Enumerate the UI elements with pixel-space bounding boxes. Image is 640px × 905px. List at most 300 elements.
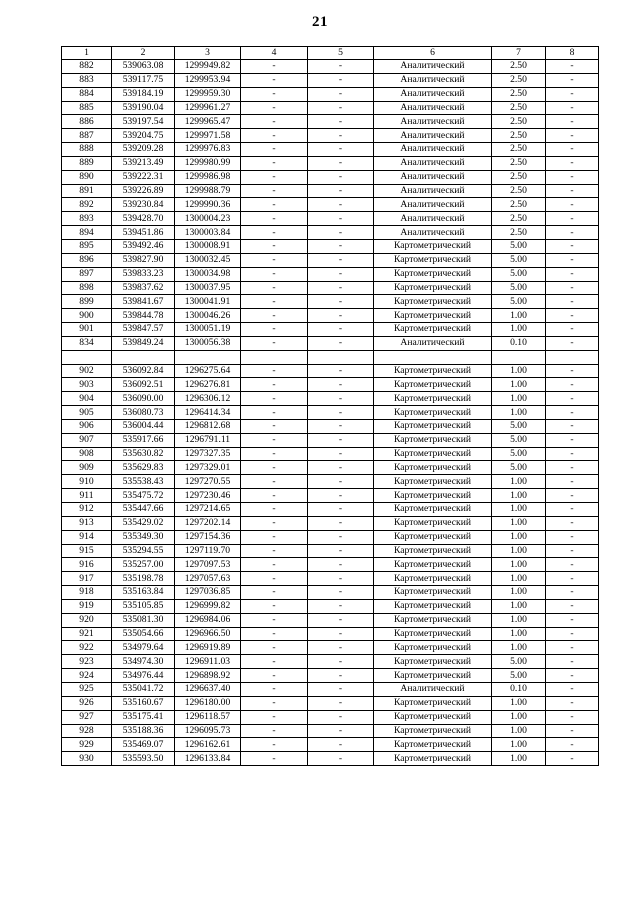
table-row: [62, 198, 599, 212]
col5-cell: -: [308, 323, 374, 337]
col4-cell: -: [241, 710, 308, 724]
table-row: [62, 87, 599, 101]
point-number-cell: 925: [62, 682, 112, 696]
x-coordinate-cell: 536004.44: [112, 419, 175, 433]
point-number-cell: 908: [62, 447, 112, 461]
point-number-cell: 930: [62, 752, 112, 766]
point-number-cell: 898: [62, 281, 112, 295]
col4-cell: -: [241, 599, 308, 613]
x-coordinate-cell: 539841.67: [112, 295, 175, 309]
x-coordinate-cell: 535429.02: [112, 516, 175, 530]
x-coordinate-cell: 536092.84: [112, 364, 175, 378]
y-coordinate-cell: 1299988.79: [175, 184, 241, 198]
col5-cell: -: [308, 558, 374, 572]
method-cell: Картометрический: [374, 281, 492, 295]
col4-cell: -: [241, 641, 308, 655]
point-number-cell: 884: [62, 87, 112, 101]
method-cell: Картометрический: [374, 696, 492, 710]
col4-cell: -: [241, 503, 308, 517]
column-header: 5: [308, 47, 374, 60]
col4-cell: -: [241, 558, 308, 572]
col4-cell: -: [241, 129, 308, 143]
point-number-cell: 900: [62, 309, 112, 323]
accuracy-cell: 2.50: [492, 170, 546, 184]
col8-cell: -: [546, 724, 599, 738]
point-number-cell: 907: [62, 433, 112, 447]
y-coordinate-cell: 1300056.38: [175, 336, 241, 350]
x-coordinate-cell: 535054.66: [112, 627, 175, 641]
col4-cell: -: [241, 572, 308, 586]
col5-cell: -: [308, 461, 374, 475]
col4-cell: -: [241, 212, 308, 226]
y-coordinate-cell: 1299976.83: [175, 143, 241, 157]
y-coordinate-cell: 1300032.45: [175, 253, 241, 267]
x-coordinate-cell: 539230.84: [112, 198, 175, 212]
col5-cell: -: [308, 281, 374, 295]
accuracy-cell: 1.00: [492, 364, 546, 378]
method-cell: Аналитический: [374, 129, 492, 143]
col4-cell: -: [241, 295, 308, 309]
col5-cell: -: [308, 309, 374, 323]
column-header: 6: [374, 47, 492, 60]
col5-cell: -: [308, 115, 374, 129]
x-coordinate-cell: 535041.72: [112, 682, 175, 696]
accuracy-cell: 1.00: [492, 738, 546, 752]
col5-cell: -: [308, 710, 374, 724]
method-cell: Аналитический: [374, 212, 492, 226]
point-number-cell: 918: [62, 586, 112, 600]
method-cell: Аналитический: [374, 101, 492, 115]
coordinates-table: [61, 46, 599, 766]
point-number-cell: 905: [62, 406, 112, 420]
table-row: [62, 323, 599, 337]
y-coordinate-cell: 1296180.00: [175, 696, 241, 710]
col5-cell: -: [308, 392, 374, 406]
method-cell: Картометрический: [374, 475, 492, 489]
accuracy-cell: 1.00: [492, 627, 546, 641]
y-coordinate-cell: 1296898.92: [175, 669, 241, 683]
point-number-cell: 903: [62, 378, 112, 392]
col8-cell: -: [546, 309, 599, 323]
accuracy-cell: 1.00: [492, 752, 546, 766]
col5-cell: -: [308, 87, 374, 101]
table-row: [62, 129, 599, 143]
method-cell: Картометрический: [374, 572, 492, 586]
y-coordinate-cell: 1296791.11: [175, 433, 241, 447]
col4-cell: -: [241, 544, 308, 558]
accuracy-cell: 1.00: [492, 599, 546, 613]
col5-cell: -: [308, 627, 374, 641]
accuracy-cell: 5.00: [492, 239, 546, 253]
col8-cell: [546, 350, 599, 364]
table-row: [62, 475, 599, 489]
col8-cell: -: [546, 489, 599, 503]
y-coordinate-cell: 1300004.23: [175, 212, 241, 226]
col4-cell: -: [241, 156, 308, 170]
y-coordinate-cell: 1296414.34: [175, 406, 241, 420]
col8-cell: -: [546, 572, 599, 586]
method-cell: Аналитический: [374, 60, 492, 74]
x-coordinate-cell: 539204.75: [112, 129, 175, 143]
col8-cell: -: [546, 613, 599, 627]
x-coordinate-cell: 535257.00: [112, 558, 175, 572]
method-cell: Картометрический: [374, 503, 492, 517]
x-coordinate-cell: 539117.75: [112, 73, 175, 87]
y-coordinate-cell: 1296984.06: [175, 613, 241, 627]
col4-cell: -: [241, 253, 308, 267]
point-number-cell: [62, 350, 112, 364]
col8-cell: -: [546, 655, 599, 669]
col4-cell: -: [241, 682, 308, 696]
point-number-cell: 895: [62, 239, 112, 253]
column-header: 3: [175, 47, 241, 60]
col8-cell: -: [546, 641, 599, 655]
table-row: [62, 682, 599, 696]
col8-cell: -: [546, 239, 599, 253]
col5-cell: -: [308, 433, 374, 447]
y-coordinate-cell: 1296162.61: [175, 738, 241, 752]
method-cell: Картометрический: [374, 613, 492, 627]
accuracy-cell: 1.00: [492, 406, 546, 420]
accuracy-cell: 1.00: [492, 489, 546, 503]
x-coordinate-cell: 535538.43: [112, 475, 175, 489]
col4-cell: -: [241, 281, 308, 295]
y-coordinate-cell: [175, 350, 241, 364]
x-coordinate-cell: 535081.30: [112, 613, 175, 627]
accuracy-cell: 1.00: [492, 530, 546, 544]
point-number-cell: 920: [62, 613, 112, 627]
method-cell: Картометрический: [374, 309, 492, 323]
accuracy-cell: 5.00: [492, 419, 546, 433]
point-number-cell: 834: [62, 336, 112, 350]
accuracy-cell: 1.00: [492, 309, 546, 323]
col4-cell: -: [241, 309, 308, 323]
method-cell: [374, 350, 492, 364]
col8-cell: -: [546, 433, 599, 447]
col5-cell: -: [308, 503, 374, 517]
col8-cell: -: [546, 503, 599, 517]
x-coordinate-cell: 539190.04: [112, 101, 175, 115]
x-coordinate-cell: 539827.90: [112, 253, 175, 267]
col4-cell: -: [241, 378, 308, 392]
x-coordinate-cell: 535469.07: [112, 738, 175, 752]
table-row: [62, 461, 599, 475]
accuracy-cell: 5.00: [492, 433, 546, 447]
col8-cell: -: [546, 530, 599, 544]
col5-cell: -: [308, 599, 374, 613]
method-cell: Аналитический: [374, 184, 492, 198]
accuracy-cell: 1.00: [492, 710, 546, 724]
table-row: [62, 586, 599, 600]
x-coordinate-cell: 535160.67: [112, 696, 175, 710]
y-coordinate-cell: 1297097.53: [175, 558, 241, 572]
table-row: [62, 143, 599, 157]
col8-cell: -: [546, 101, 599, 115]
col5-cell: -: [308, 475, 374, 489]
col8-cell: -: [546, 364, 599, 378]
y-coordinate-cell: 1299986.98: [175, 170, 241, 184]
table-row: [62, 350, 599, 364]
method-cell: Картометрический: [374, 738, 492, 752]
col8-cell: -: [546, 447, 599, 461]
accuracy-cell: 2.50: [492, 115, 546, 129]
y-coordinate-cell: 1299965.47: [175, 115, 241, 129]
y-coordinate-cell: 1296306.12: [175, 392, 241, 406]
accuracy-cell: 0.10: [492, 682, 546, 696]
method-cell: Картометрический: [374, 433, 492, 447]
col8-cell: -: [546, 378, 599, 392]
x-coordinate-cell: 539849.24: [112, 336, 175, 350]
col8-cell: -: [546, 752, 599, 766]
y-coordinate-cell: 1299961.27: [175, 101, 241, 115]
method-cell: Картометрический: [374, 530, 492, 544]
accuracy-cell: 5.00: [492, 253, 546, 267]
table-row: [62, 406, 599, 420]
method-cell: Картометрический: [374, 627, 492, 641]
accuracy-cell: 1.00: [492, 641, 546, 655]
point-number-cell: 927: [62, 710, 112, 724]
x-coordinate-cell: 539428.70: [112, 212, 175, 226]
point-number-cell: 912: [62, 503, 112, 517]
col5-cell: -: [308, 198, 374, 212]
col4-cell: -: [241, 655, 308, 669]
point-number-cell: 919: [62, 599, 112, 613]
col4-cell: -: [241, 336, 308, 350]
y-coordinate-cell: 1300037.95: [175, 281, 241, 295]
y-coordinate-cell: 1299971.58: [175, 129, 241, 143]
y-coordinate-cell: 1296812.68: [175, 419, 241, 433]
table-header-row: [62, 47, 599, 60]
y-coordinate-cell: 1297214.65: [175, 503, 241, 517]
col8-cell: -: [546, 184, 599, 198]
col5-cell: -: [308, 336, 374, 350]
col8-cell: -: [546, 682, 599, 696]
col8-cell: -: [546, 87, 599, 101]
col5-cell: -: [308, 101, 374, 115]
col5-cell: -: [308, 682, 374, 696]
method-cell: Картометрический: [374, 295, 492, 309]
table-row: [62, 60, 599, 74]
method-cell: Картометрический: [374, 267, 492, 281]
method-cell: Картометрический: [374, 544, 492, 558]
accuracy-cell: 1.00: [492, 392, 546, 406]
x-coordinate-cell: 539844.78: [112, 309, 175, 323]
col5-cell: -: [308, 655, 374, 669]
col5-cell: -: [308, 364, 374, 378]
method-cell: Аналитический: [374, 170, 492, 184]
accuracy-cell: 1.00: [492, 475, 546, 489]
table-row: [62, 115, 599, 129]
accuracy-cell: 2.50: [492, 143, 546, 157]
point-number-cell: 887: [62, 129, 112, 143]
col4-cell: -: [241, 406, 308, 420]
x-coordinate-cell: 535475.72: [112, 489, 175, 503]
col4-cell: -: [241, 738, 308, 752]
col5-cell: -: [308, 641, 374, 655]
x-coordinate-cell: 539833.23: [112, 267, 175, 281]
point-number-cell: 893: [62, 212, 112, 226]
x-coordinate-cell: 534974.30: [112, 655, 175, 669]
point-number-cell: 914: [62, 530, 112, 544]
x-coordinate-cell: 534979.64: [112, 641, 175, 655]
col4-cell: -: [241, 170, 308, 184]
table-row: [62, 752, 599, 766]
y-coordinate-cell: 1299949.82: [175, 60, 241, 74]
column-header: 1: [62, 47, 112, 60]
x-coordinate-cell: 535188.36: [112, 724, 175, 738]
accuracy-cell: [492, 350, 546, 364]
col4-cell: -: [241, 198, 308, 212]
point-number-cell: 910: [62, 475, 112, 489]
x-coordinate-cell: 536080.73: [112, 406, 175, 420]
table-row: [62, 710, 599, 724]
col5-cell: -: [308, 669, 374, 683]
y-coordinate-cell: 1296919.89: [175, 641, 241, 655]
accuracy-cell: 1.00: [492, 696, 546, 710]
y-coordinate-cell: 1297329.01: [175, 461, 241, 475]
y-coordinate-cell: 1297154.36: [175, 530, 241, 544]
table-row: [62, 392, 599, 406]
accuracy-cell: 1.00: [492, 613, 546, 627]
method-cell: Аналитический: [374, 226, 492, 240]
point-number-cell: 885: [62, 101, 112, 115]
col5-cell: -: [308, 253, 374, 267]
accuracy-cell: 1.00: [492, 572, 546, 586]
method-cell: Картометрический: [374, 489, 492, 503]
page-number: 21: [312, 14, 328, 30]
y-coordinate-cell: 1300008.91: [175, 239, 241, 253]
accuracy-cell: 5.00: [492, 295, 546, 309]
col4-cell: [241, 350, 308, 364]
method-cell: Картометрический: [374, 558, 492, 572]
col4-cell: -: [241, 530, 308, 544]
col8-cell: -: [546, 738, 599, 752]
col4-cell: -: [241, 60, 308, 74]
col8-cell: -: [546, 392, 599, 406]
method-cell: Картометрический: [374, 253, 492, 267]
table-row: [62, 156, 599, 170]
table-row: [62, 309, 599, 323]
point-number-cell: 916: [62, 558, 112, 572]
col5-cell: -: [308, 226, 374, 240]
y-coordinate-cell: 1296966.50: [175, 627, 241, 641]
col4-cell: -: [241, 627, 308, 641]
table-row: [62, 641, 599, 655]
point-number-cell: 929: [62, 738, 112, 752]
x-coordinate-cell: 535917.66: [112, 433, 175, 447]
method-cell: Картометрический: [374, 655, 492, 669]
col5-cell: -: [308, 239, 374, 253]
col5-cell: -: [308, 129, 374, 143]
col8-cell: -: [546, 253, 599, 267]
table-row: [62, 572, 599, 586]
col4-cell: -: [241, 475, 308, 489]
col5-cell: -: [308, 544, 374, 558]
y-coordinate-cell: 1296133.84: [175, 752, 241, 766]
method-cell: Аналитический: [374, 156, 492, 170]
table-row: [62, 364, 599, 378]
col5-cell: -: [308, 170, 374, 184]
point-number-cell: 883: [62, 73, 112, 87]
col4-cell: -: [241, 613, 308, 627]
accuracy-cell: 2.50: [492, 156, 546, 170]
method-cell: Аналитический: [374, 682, 492, 696]
point-number-cell: 926: [62, 696, 112, 710]
col5-cell: -: [308, 738, 374, 752]
table-row: [62, 447, 599, 461]
col4-cell: -: [241, 752, 308, 766]
point-number-cell: 923: [62, 655, 112, 669]
col8-cell: -: [546, 336, 599, 350]
col5-cell: -: [308, 378, 374, 392]
y-coordinate-cell: 1297270.55: [175, 475, 241, 489]
col8-cell: -: [546, 406, 599, 420]
col4-cell: -: [241, 267, 308, 281]
col4-cell: -: [241, 696, 308, 710]
point-number-cell: 922: [62, 641, 112, 655]
col4-cell: -: [241, 364, 308, 378]
col5-cell: -: [308, 60, 374, 74]
point-number-cell: 889: [62, 156, 112, 170]
table-row: [62, 239, 599, 253]
table-row: [62, 295, 599, 309]
method-cell: Картометрический: [374, 378, 492, 392]
accuracy-cell: 5.00: [492, 281, 546, 295]
table-row: [62, 378, 599, 392]
y-coordinate-cell: 1300041.91: [175, 295, 241, 309]
point-number-cell: 904: [62, 392, 112, 406]
col8-cell: -: [546, 696, 599, 710]
y-coordinate-cell: 1297230.46: [175, 489, 241, 503]
col4-cell: -: [241, 226, 308, 240]
method-cell: Картометрический: [374, 752, 492, 766]
accuracy-cell: 2.50: [492, 198, 546, 212]
col8-cell: -: [546, 544, 599, 558]
table-row: [62, 226, 599, 240]
x-coordinate-cell: 539226.89: [112, 184, 175, 198]
table-row: [62, 489, 599, 503]
point-number-cell: 928: [62, 724, 112, 738]
col4-cell: -: [241, 461, 308, 475]
accuracy-cell: 1.00: [492, 544, 546, 558]
accuracy-cell: 5.00: [492, 461, 546, 475]
col5-cell: -: [308, 724, 374, 738]
table-row: [62, 336, 599, 350]
accuracy-cell: 2.50: [492, 212, 546, 226]
col8-cell: -: [546, 710, 599, 724]
col5-cell: -: [308, 489, 374, 503]
accuracy-cell: 2.50: [492, 73, 546, 87]
col5-cell: -: [308, 212, 374, 226]
col8-cell: -: [546, 516, 599, 530]
col5-cell: -: [308, 419, 374, 433]
table-row: [62, 599, 599, 613]
method-cell: Картометрический: [374, 641, 492, 655]
col5-cell: -: [308, 295, 374, 309]
accuracy-cell: 1.00: [492, 516, 546, 530]
method-cell: Аналитический: [374, 87, 492, 101]
table-row: [62, 433, 599, 447]
x-coordinate-cell: 539063.08: [112, 60, 175, 74]
method-cell: Аналитический: [374, 115, 492, 129]
point-number-cell: 924: [62, 669, 112, 683]
col8-cell: -: [546, 156, 599, 170]
table-row: [62, 212, 599, 226]
table-row: [62, 253, 599, 267]
accuracy-cell: 2.50: [492, 226, 546, 240]
col4-cell: -: [241, 447, 308, 461]
accuracy-cell: 2.50: [492, 87, 546, 101]
